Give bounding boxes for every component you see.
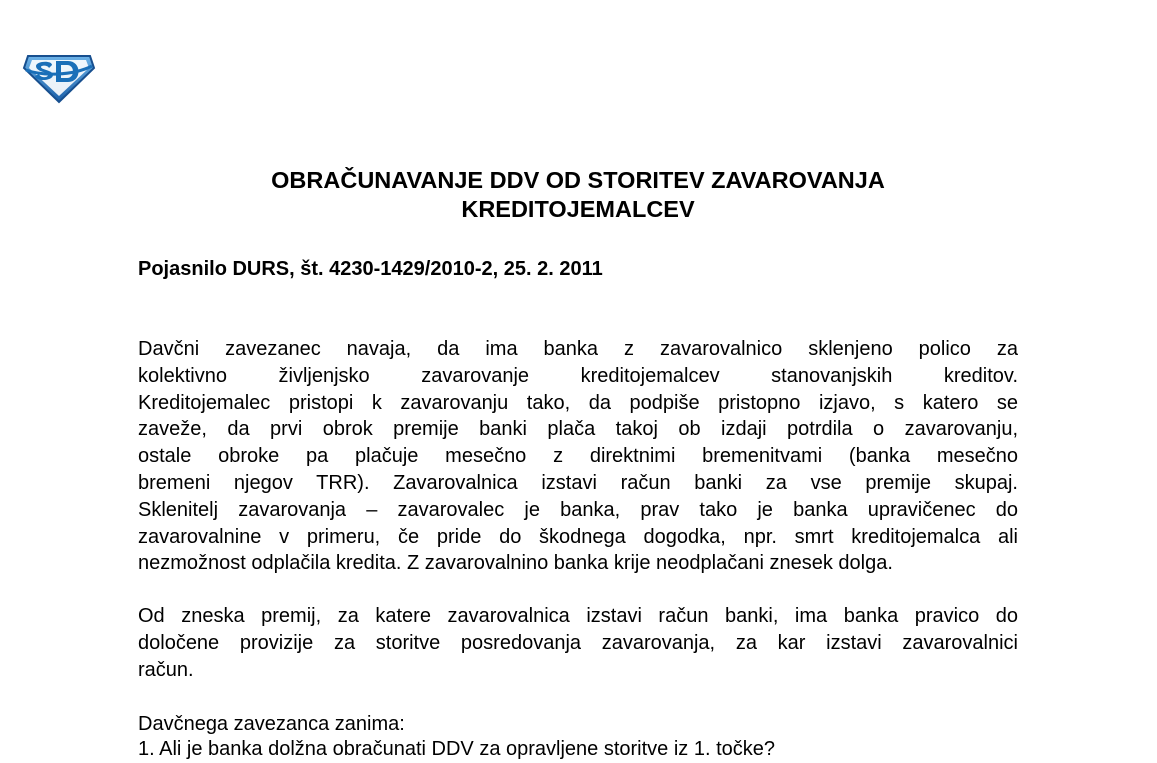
paragraph-1-line: Sklenitelj zavarovanja – zavarovalec je banka, prav tako je banka upravičenec do [138, 498, 1018, 521]
paragraph-2-line: račun. [138, 658, 194, 681]
paragraph-3: Davčnega zavezanca zanima: [138, 713, 405, 735]
company-logo-icon [22, 48, 96, 104]
document-subtitle: Pojasnilo DURS, št. 4230-1429/2010-2, 25. 2. 2011 [138, 258, 603, 280]
paragraph-4: 1. Ali je banka dolžna obračunati DDV za opravljene storitve iz 1. točke? [138, 738, 776, 760]
document-title [138, 166, 1018, 224]
paragraph-1-line: zaveže, da prvi obrok premije banki plača takoj ob izdaji potrdila o zavarovanju, [138, 418, 1018, 441]
paragraph-1-line: zavarovalnine v primeru, če pride do škodnega dogodka, npr. smrt kreditojemalca ali [138, 525, 1018, 548]
paragraph-1-line: bremeni njegov TRR). Zavarovalnica izstavi račun banki za vse premije skupaj. [138, 471, 1018, 494]
paragraph-1-line: kolektivno življenjsko zavarovanje kreditojemalcev stanovanjskih kreditov. [138, 364, 1018, 387]
paragraph-1 [138, 336, 1018, 577]
paragraph-1-line: Kreditojemalec pristopi k zavarovanju tako, da podpiše pristopno izjavo, s katero se [138, 391, 1018, 414]
paragraph-1-line: ostale obroke pa plačuje mesečno z direktnimi bremenitvami (banka mesečno [138, 445, 1018, 468]
paragraph-1-line: nezmožnost odplačila kredita. Z zavarovalnino banka krije neodplačani znesek dolga. [138, 552, 893, 575]
paragraph-2-line: Od zneska premij, za katere zavarovalnica izstavi račun banki, ima banka pravico do [138, 605, 1018, 627]
document-title-line-2: KREDITOJEMALCEV [461, 196, 695, 222]
paragraph-2 [138, 603, 1018, 683]
paragraph-1-line: Davčni zavezanec navaja, da ima banka z zavarovalnico sklenjeno polico za [138, 338, 1018, 360]
paragraph-2-line: določene provizije za storitve posredovanja zavarovanja, za kar izstavi zavarovalnici [138, 631, 1018, 654]
document-title-line-1: OBRAČUNAVANJE DDV OD STORITEV ZAVAROVANJA [271, 167, 885, 193]
